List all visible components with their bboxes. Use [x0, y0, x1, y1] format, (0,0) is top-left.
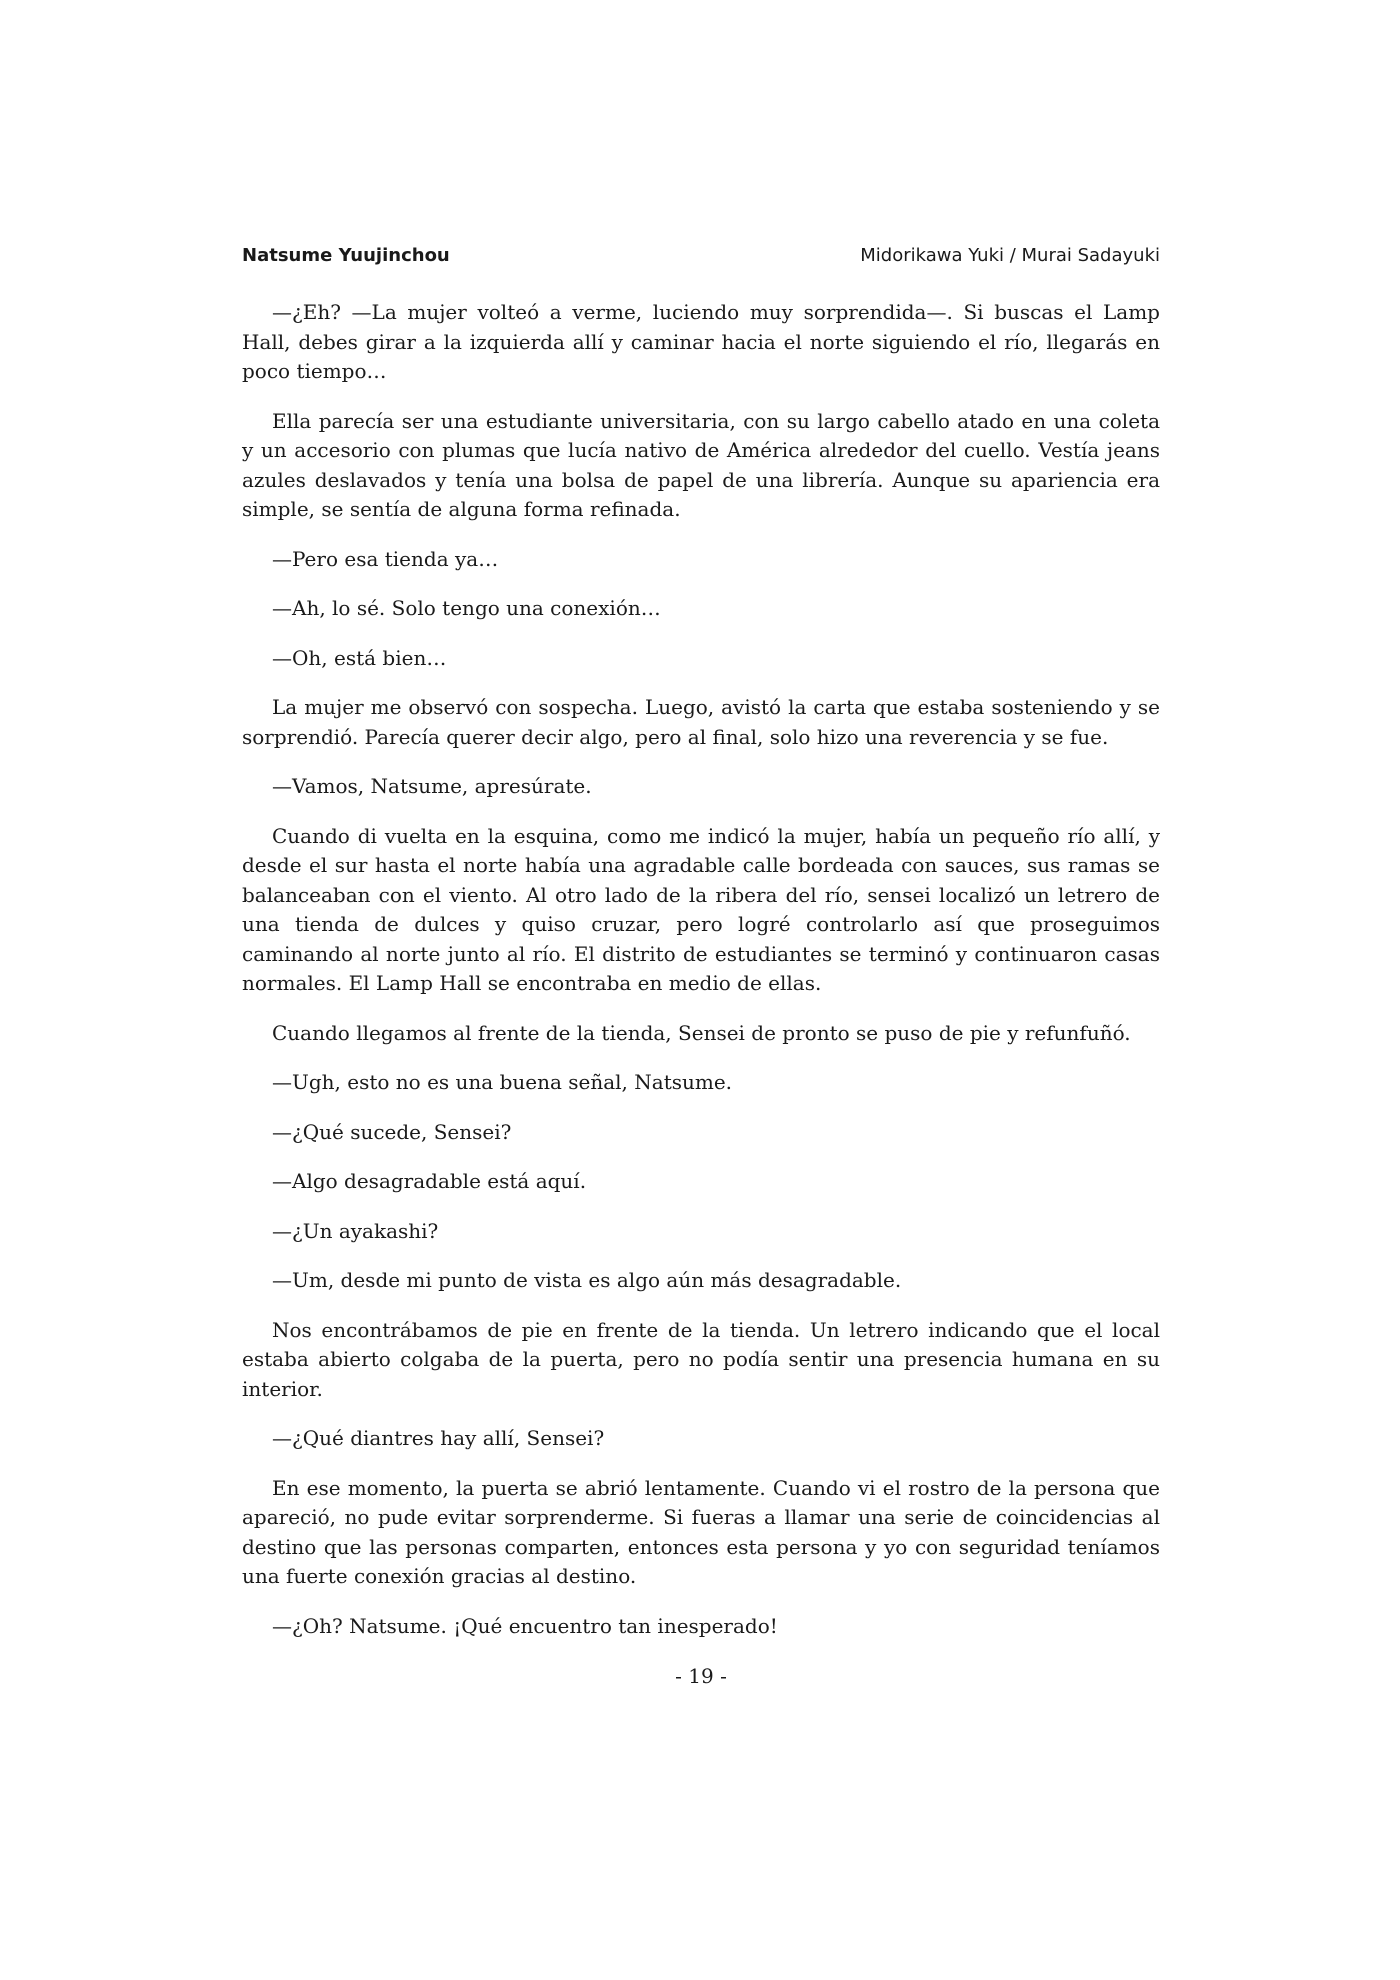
paragraph: —Um, desde mi punto de vista es algo aún más desagradable. — [272, 1268, 902, 1292]
page-header — [242, 240, 1160, 272]
paragraph: —Ah, lo sé. Solo tengo una conexión… — [272, 596, 661, 620]
paragraph: —¿Un ayakashi? — [272, 1218, 439, 1243]
header-title: Natsume Yuujinchou — [242, 245, 450, 266]
header-authors: Midorikawa Yuki / Murai Sadayuki — [860, 245, 1160, 266]
paragraph: —¿Qué diantres hay allí, Sensei? — [272, 1426, 605, 1450]
paragraph: —Algo desagradable está aquí. — [272, 1169, 587, 1193]
paragraph: —Ugh, esto no es una buena señal, Natsume. — [272, 1070, 733, 1094]
page-body — [242, 298, 1160, 1641]
document-page — [242, 240, 1160, 1691]
page-number: - 19 - — [675, 1664, 727, 1688]
paragraph: Cuando di vuelta en la esquina, como me indicó la mujer, había un pequeño río allí, y desde el sur hasta el norte había una agradable calle bordeada con sauces, sus ramas se balanceaban con el viento. Al otro lado de la ribera del río, sensei localizó un letrero de una tienda de dulces y quiso cruzar, pero logré controlarlo así que proseguimos caminando al norte junto al río. El distrito de estudiantes se terminó y continuaron casas normales. El Lamp Hall se encontraba en medio de ellas. — [242, 823, 1160, 995]
paragraph: Ella parecía ser una estudiante universitaria, con su largo cabello atado en una coleta y un accesorio con plumas que lucía nativo de América alrededor del cuello. Vestía jeans azules deslavados y tenía una bolsa de papel de una librería. Aunque su apariencia era simple, se sentía de alguna forma refinada. — [242, 408, 1160, 521]
paragraph: —¿Oh? Natsume. ¡Qué encuentro tan inesperado! — [272, 1613, 778, 1638]
paragraph: —Pero esa tienda ya… — [272, 546, 499, 571]
paragraph: La mujer me observó con sospecha. Luego, avistó la carta que estaba sosteniendo y se sorprendió. Parecía querer decir algo, pero al final, solo hizo una reverencia y se fue. — [242, 695, 1160, 749]
paragraph: —Oh, está bien… — [272, 645, 447, 670]
paragraph: —¿Eh? —La mujer volteó a verme, luciendo muy sorprendida—. Si buscas el Lamp Hall, debes girar a la izquierda allí y caminar hacia el norte siguiendo el río, llegarás en poco tiempo… — [242, 300, 1160, 383]
paragraph: En ese momento, la puerta se abrió lentamente. Cuando vi el rostro de la persona que apareció, no pude evitar sorprenderme. Si fueras a llamar una serie de coincidencias al destino que las personas comparten, entonces esta persona y yo con seguridad teníamos una fuerte conexión gracias al destino. — [242, 1475, 1160, 1588]
paragraph: Nos encontrábamos de pie en frente de la tienda. Un letrero indicando que el local estaba abierto colgaba de la puerta, pero no podía sentir una presencia humana en su interior. — [242, 1317, 1160, 1401]
paragraph: —¿Qué sucede, Sensei? — [272, 1119, 512, 1144]
paragraph: —Vamos, Natsume, apresúrate. — [272, 774, 592, 798]
paragraph: Cuando llegamos al frente de la tienda, Sensei de pronto se puso de pie y refunfuñó. — [272, 1020, 1131, 1045]
